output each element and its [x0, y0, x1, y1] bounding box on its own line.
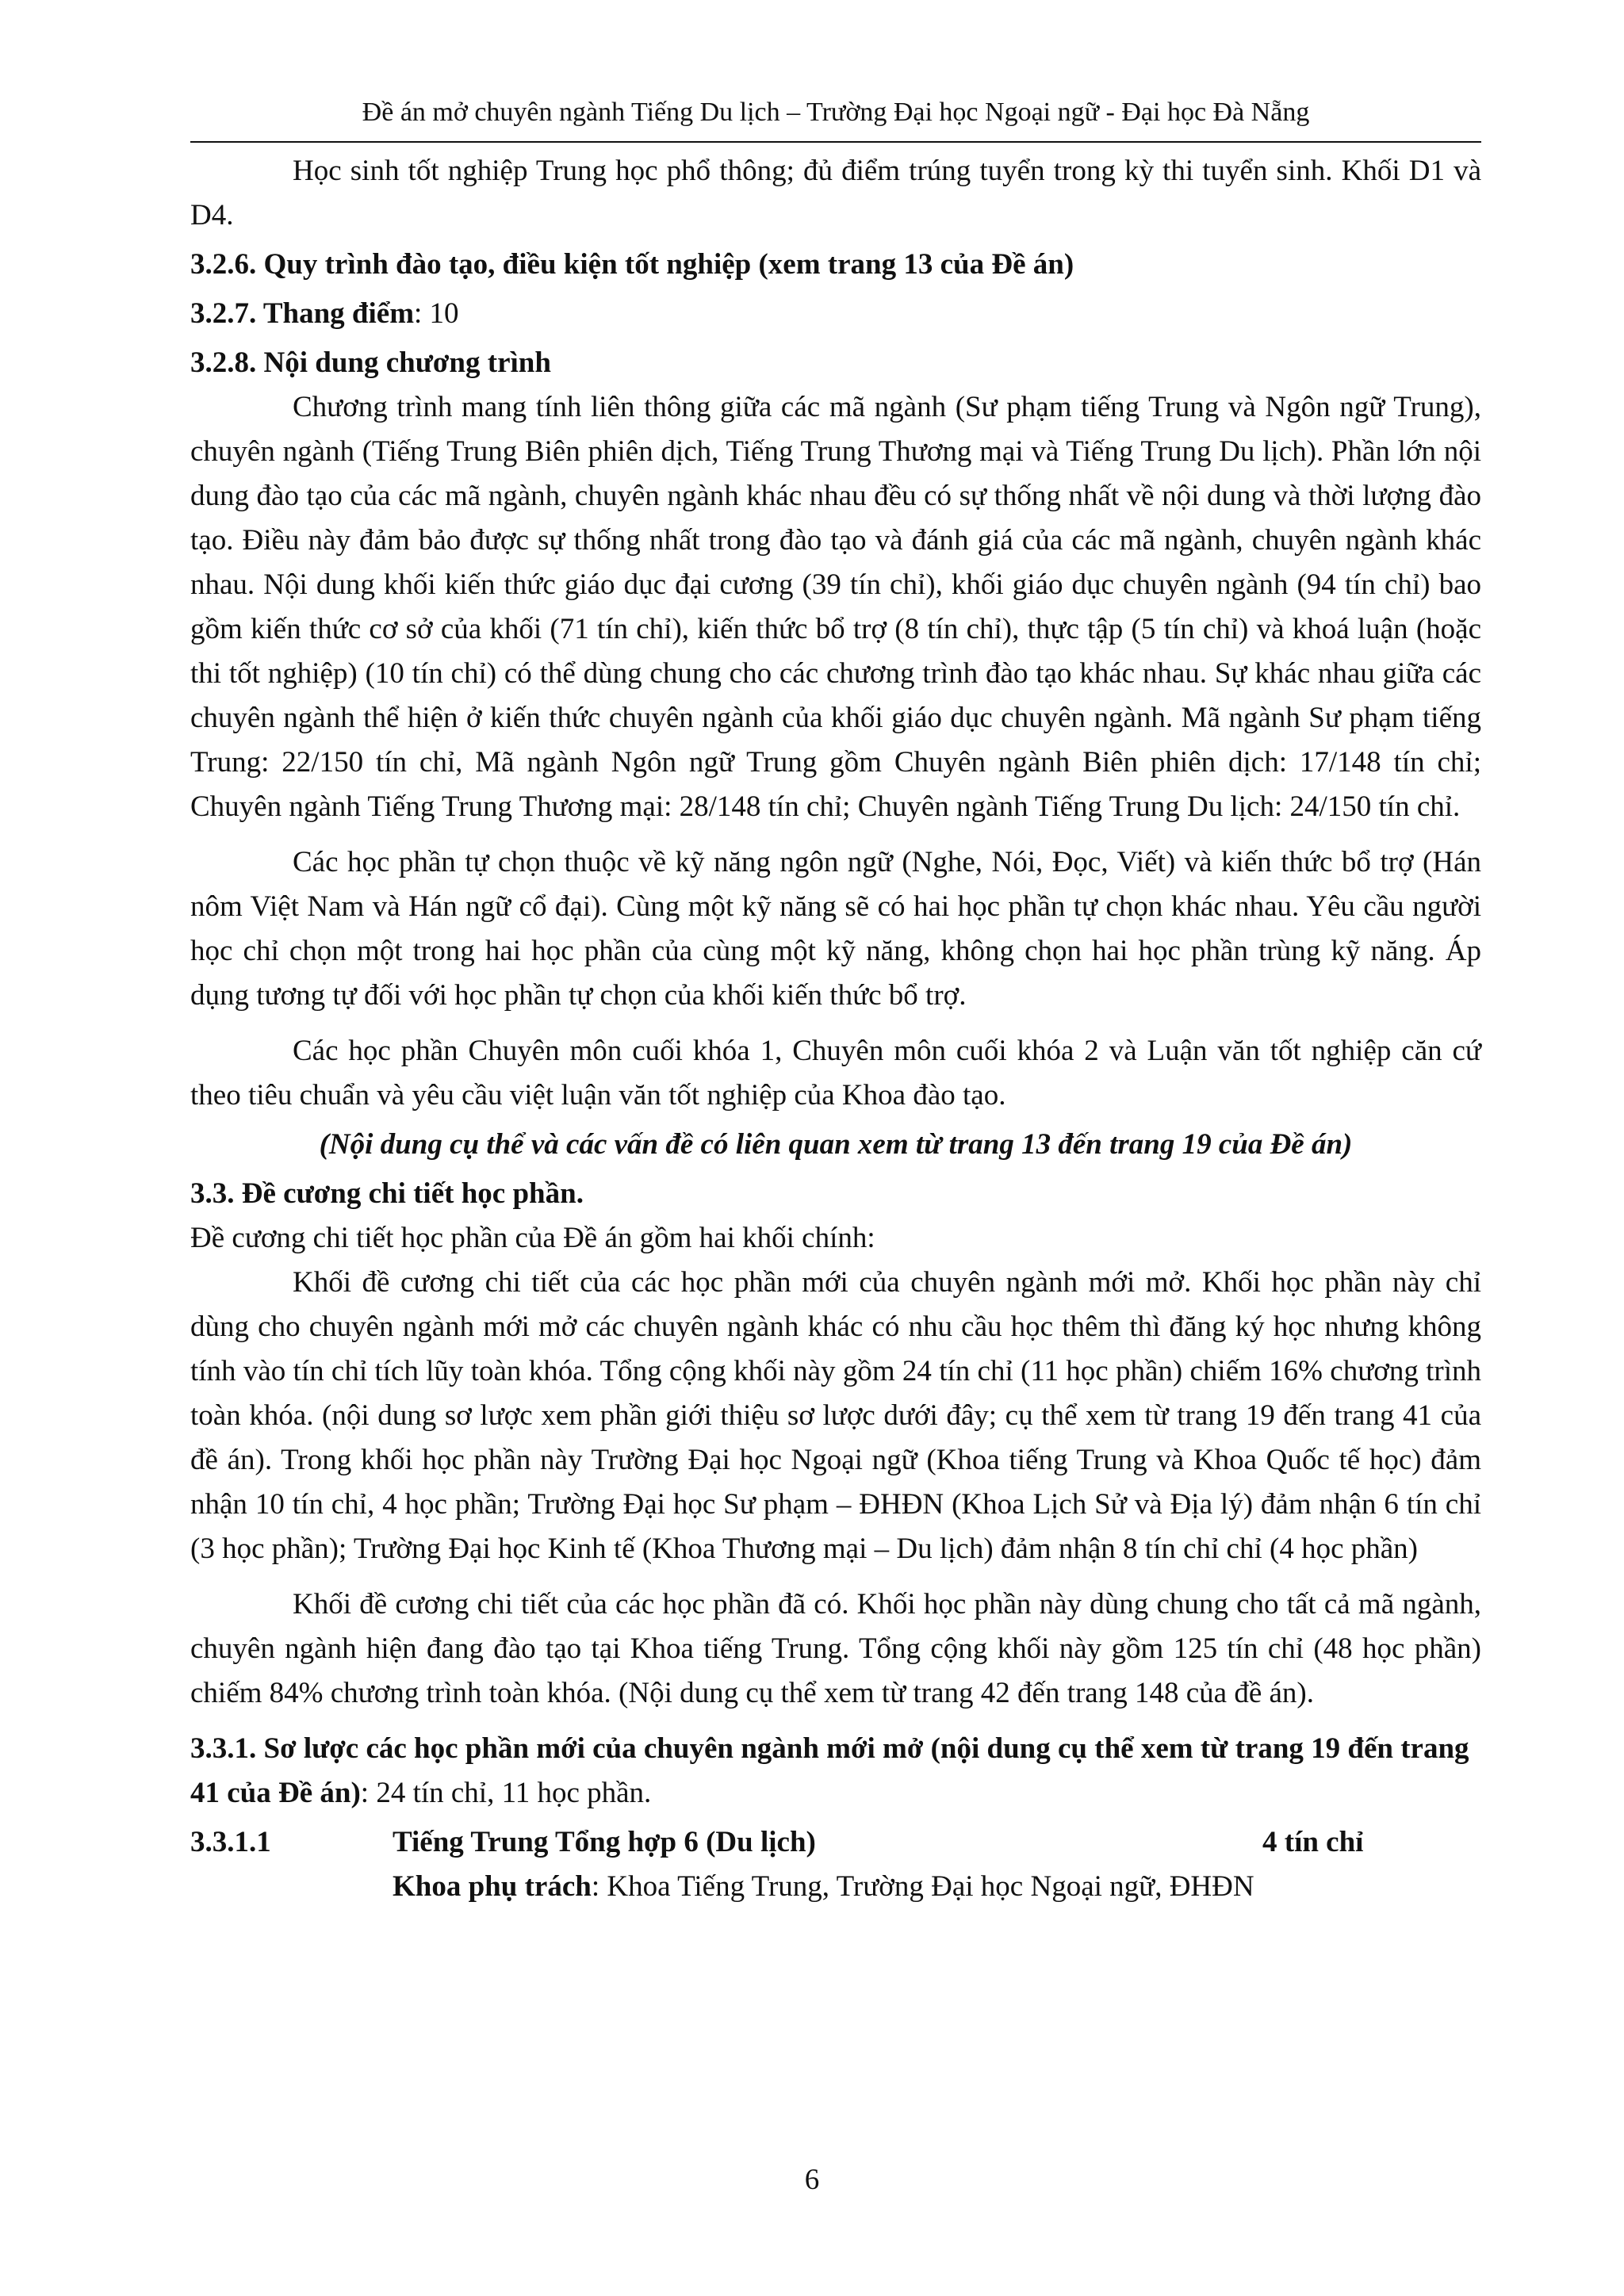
- paragraph-outline-intro: Đề cương chi tiết học phần của Đề án gồm hai khối chính:: [190, 1222, 875, 1254]
- heading-3-2-8: 3.2.8. Nội dung chương trình: [190, 346, 551, 379]
- course-dept-label: Khoa phụ trách: [393, 1870, 592, 1903]
- reference-note: (Nội dung cụ thể và các vấn đề có liên quan xem từ trang 13 đến trang 19 của Đề án): [319, 1128, 1353, 1161]
- page-number: 6: [804, 2164, 820, 2196]
- heading-3-3: 3.3. Đề cương chi tiết học phần.: [190, 1177, 584, 1210]
- page-content: [190, 149, 1481, 1909]
- course-dept-value: : Khoa Tiếng Trung, Trường Đại học Ngoại ngữ, ĐHĐN: [591, 1870, 1254, 1903]
- paragraph-program-content: Chương trình mang tính liên thông giữa các mã ngành (Sư phạm tiếng Trung và Ngôn ngữ Trung), chuyên ngành (Tiếng Trung Biên phiên dịch, Tiếng Trung Thương mại và Tiếng Trung Du lịch). Phần lớn nội dung đào tạo của các mã ngành, chuyên ngành khác nhau đều có sự thống nhất về nội dung và thời lượng đào tạo. Điều này đảm bảo được sự thống nhất trong đào tạo và đánh giá của các mã ngành, chuyên ngành khác nhau. Nội dung khối kiến thức giáo dục đại cương (39 tín chỉ), khối giáo dục chuyên ngành (94 tín chỉ) bao gồm kiến thức cơ sở của khối (71 tín chỉ), kiến thức bổ trợ (8 tín chỉ), thực tập (5 tín chỉ) và khoá luận (hoặc thi tốt nghiệp) (10 tín chỉ) có thể dùng chung cho các chương trình đào tạo khác nhau. Sự khác nhau giữa các chuyên ngành thể hiện ở kiến thức chuyên ngành của khối giáo dục chuyên ngành. Mã ngành Sư phạm tiếng Trung: 22/150 tín chỉ, Mã ngành Ngôn ngữ Trung gồm Chuyên ngành Biên phiên dịch: 17/148 tín chỉ; Chuyên ngành Tiếng Trung Thương mại: 28/148 tín chỉ; Chuyên ngành Tiếng Trung Du lịch: 24/150 tín chỉ.: [190, 391, 1481, 823]
- course-department: [190, 1865, 1481, 1909]
- course-number: 3.3.1.1: [190, 1826, 271, 1858]
- paragraph-final-courses: Các học phần Chuyên môn cuối khóa 1, Chuyên môn cuối khóa 2 và Luận văn tốt nghiệp căn cứ theo tiêu chuẩn và yêu cầu việt luận văn tốt nghiệp của Khoa đào tạo.: [190, 1035, 1481, 1112]
- heading-3-3-1: [190, 1727, 1481, 1816]
- heading-3-2-6: 3.2.6. Quy trình đào tạo, điều kiện tốt nghiệp (xem trang 13 của Đề án): [190, 248, 1074, 281]
- course-row: [190, 1820, 1481, 1865]
- paragraph-existing-courses-block: Khối đề cương chi tiết của các học phần đã có. Khối học phần này dùng chung cho tất cả mã ngành, chuyên ngành hiện đang đào tạo tại Khoa tiếng Trung. Tổng cộng khối này gồm 125 tín chỉ (48 học phần) chiếm 84% chương trình toàn khóa. (Nội dung cụ thể xem từ trang 42 đến trang 148 của đề án).: [190, 1588, 1481, 1709]
- paragraph-new-courses-block: Khối đề cương chi tiết của các học phần mới của chuyên ngành mới mở. Khối học phần này chỉ dùng cho chuyên ngành mới mở các chuyên ngành khác có nhu cầu học thêm thì đăng ký học nhưng không tính vào tín chỉ tích lũy toàn khóa. Tổng cộng khối này gồm 24 tín chỉ (11 học phần) chiếm 16% chương trình toàn khóa. (nội dung sơ lược xem phần giới thiệu sơ lược dưới đây; cụ thể xem từ trang 19 đến trang 41 của đề án). Trong khối học phần này Trường Đại học Ngoại ngữ (Khoa tiếng Trung và Khoa Quốc tế học) đảm nhận 10 tín chỉ, 4 học phần; Trường Đại học Sư phạm – ĐHĐN (Khoa Lịch Sử và Địa lý) đảm nhận 6 tín chỉ (3 học phần); Trường Đại học Kinh tế (Khoa Thương mại – Du lịch) đảm nhận 8 tín chỉ chỉ (4 học phần): [190, 1266, 1481, 1565]
- course-title: Tiếng Trung Tổng hợp 6 (Du lịch): [393, 1826, 816, 1858]
- heading-3-2-7-value: : 10: [414, 297, 459, 330]
- running-header: Đề án mở chuyên ngành Tiếng Du lịch – Trường Đại học Ngoại ngữ - Đại học Đà Nẵng: [362, 98, 1310, 127]
- course-credits: 4 tín chỉ: [1262, 1826, 1364, 1858]
- header-rule: [190, 141, 1481, 143]
- heading-3-3-1-rest: : 24 tín chỉ, 11 học phần.: [360, 1777, 652, 1809]
- heading-3-2-7-label: 3.2.7. Thang điểm: [190, 297, 415, 330]
- heading-3-3-1-bold: 3.3.1. Sơ lược các học phần mới của chuyên ngành mới mở (nội dung cụ thể xem từ trang 19 đến trang 41 của Đề án): [190, 1732, 1469, 1809]
- intro-paragraph: Học sinh tốt nghiệp Trung học phổ thông; đủ điểm trúng tuyển trong kỳ thi tuyển sinh. Khối D1 và D4.: [190, 155, 1481, 232]
- heading-3-2-7: [190, 292, 1481, 336]
- paragraph-elective-courses: Các học phần tự chọn thuộc về kỹ năng ngôn ngữ (Nghe, Nói, Đọc, Viết) và kiến thức bổ trợ (Hán nôm Việt Nam và Hán ngữ cổ đại). Cùng một kỹ năng sẽ có hai học phần tự chọn khác nhau. Yêu cầu người học chỉ chọn một trong hai học phần của cùng một kỹ năng, không chọn hai học phần trùng kỹ năng. Áp dụng tương tự đối với học phần tự chọn của khối kiến thức bổ trợ.: [190, 846, 1481, 1012]
